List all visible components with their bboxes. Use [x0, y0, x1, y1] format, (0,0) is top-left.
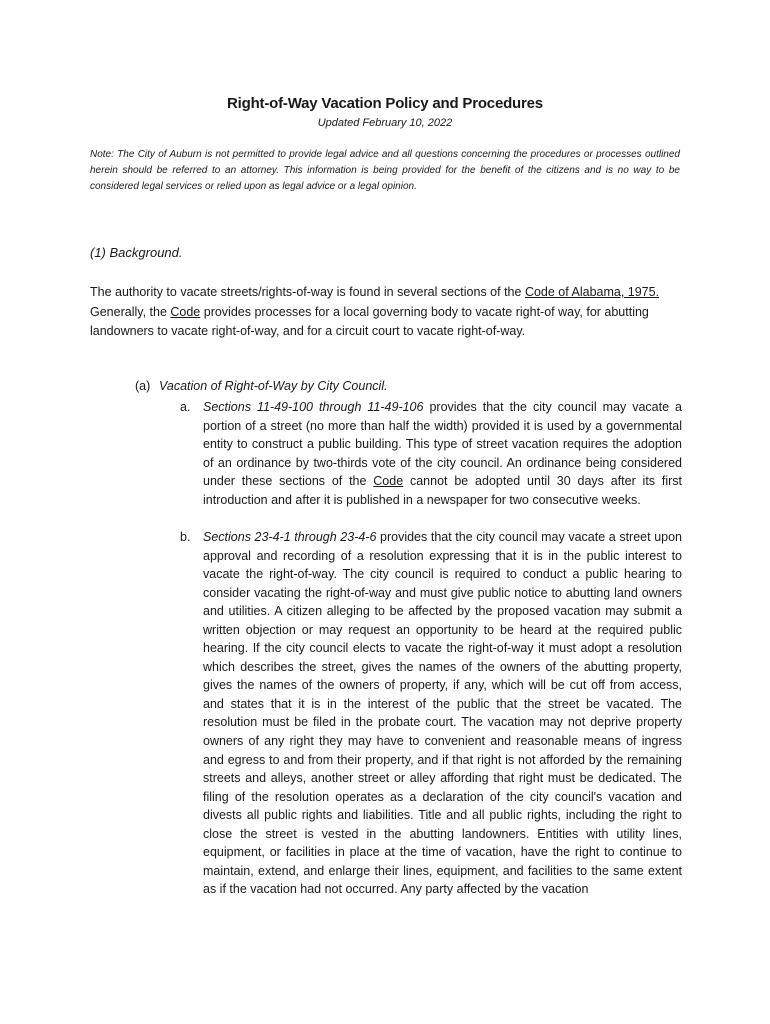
item-a-text-1: provides that the city council may vacate a portion of a street (no more than half the width) provided it is used by a governmental entity to construct a public building. This type of street vacation requires the adoption of an ordinance by two-thirds vote of the city council. An ordinance being considered under these sections of the	[203, 400, 682, 489]
background-paragraph	[90, 283, 680, 342]
subsection-a-label: (a)	[135, 379, 151, 393]
list-item	[180, 398, 682, 509]
code-of-alabama-reference: Code of Alabama, 1975.	[524, 285, 660, 299]
code-reference: Code	[170, 304, 201, 319]
updated-date: Updated February 10, 2022	[317, 117, 453, 129]
statute-reference: Sections 23-4-1 through 23-4-6	[203, 530, 377, 544]
background-text-3: provides processes for a local governing body to vacate right-of way, for abutting landowners to vacate right-of-way, and for a circuit court to vacate right-of-way.	[90, 304, 649, 338]
legal-disclaimer-note: Note: The City of Auburn is not permitted to provide legal advice and all questions concerning the procedures or processes outlined herein should be referred to an attorney. This information is being provided for the benefit of the citizens and is no way to be considered legal services or relied upon as legal advice or a legal opinion.	[90, 149, 680, 192]
subsection-a-title: Vacation of Right-of-Way by City Council.	[159, 379, 388, 393]
list-item-text	[203, 528, 682, 899]
statute-reference: Sections 11-49-100 through 11-49-106	[203, 400, 424, 414]
item-b-text-1: provides that the city council may vacate a street upon approval and recording of a resolution expressing that it is in the public interest to vacate the right-of-way. The city council is required to conduct a public hearing to consider vacating the right-of-way and must give public notice to abutting land owners and utilities. A citizen alleging to be affected by the proposed vacation may submit a written objection or may request an opportunity to be heard at the required public hearing. If the city council elects to vacate the right-of-way it must adopt a resolution which describes the street, gives the names of the owners of the abutting property, gives the names of the owners of property, if any, which will be cut off from access, and states that it is in the interest of the public that the street be vacated. The resolution must be filed in the probate court. The vacation may not deprive property owners of any right they may have to convenient and reasonable means of ingress and egress to and from their property, and if that right is not afforded by the remaining streets and alleys, another street or alley affording that right must be dedicated. The filing of the resolution operates as a declaration of the city council's vacation and divests all public rights and liabilities. Title and all public rights, including the right to close the street is vested in the abutting landowners. Entities with utility lines, equipment, or facilities in place at the time of vacation, have the right to continue to maintain, extend, and enlarge their lines, equipment, and facilities to the same extent as if the vacation had not occurred. Any party affected by the vacation	[203, 530, 682, 897]
list-item-text	[203, 398, 682, 509]
section-1-heading: (1) Background.	[90, 245, 183, 260]
background-text-1: The authority to vacate streets/rights-of-way is found in several sections of the	[90, 285, 525, 299]
subsection-a-heading	[135, 379, 388, 393]
background-text-2: Generally, the	[90, 304, 171, 319]
code-reference: Code	[373, 474, 404, 489]
list-item-label: b.	[180, 530, 191, 544]
list-item-label: a.	[180, 400, 191, 414]
item-a-text-2: cannot be adopted until 30 days after its first introduction and after it is published in a newspaper for two consecutive weeks.	[203, 474, 682, 507]
page-title: Right-of-Way Vacation Policy and Procedures	[227, 95, 543, 112]
list-item	[180, 528, 682, 899]
